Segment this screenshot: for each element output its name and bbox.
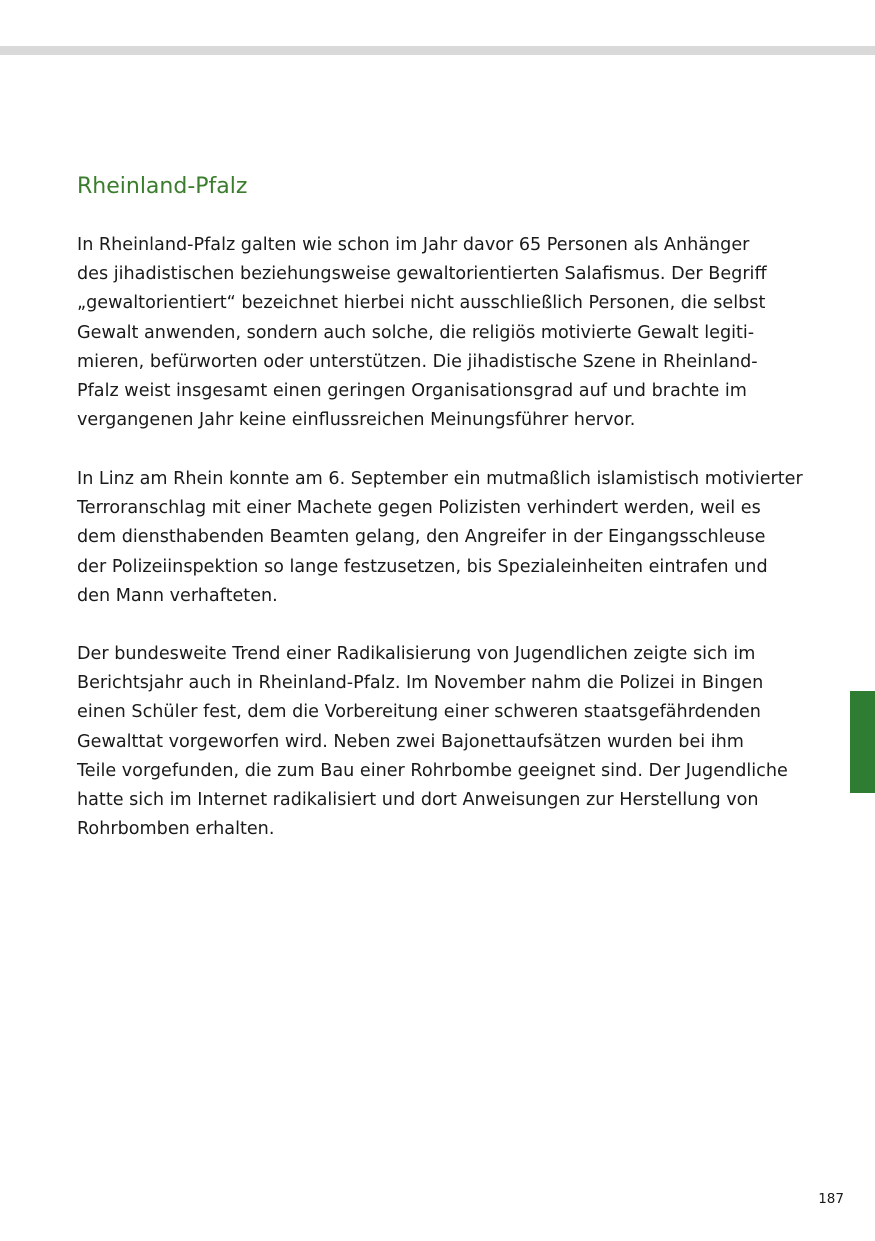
- paragraph-line: vergangenen Jahr keine einflussreichen Meinungsführer hervor.: [77, 410, 636, 431]
- paragraph-line: In Rheinland-Pfalz galten wie schon im Jahr davor 65 Personen als Anhänger: [77, 235, 750, 255]
- paragraph-3: [77, 640, 788, 844]
- paragraph-line: der Polizeiinspektion so lange festzusetzen, bis Spezialeinheiten eintrafen und: [77, 556, 768, 577]
- paragraph-line: dem diensthabenden Beamten gelang, den Angreifer in der Eingangsschleuse: [77, 527, 766, 548]
- paragraph-line: einen Schüler fest, dem die Vorbereitung einer schweren staatsgefährdenden: [77, 702, 761, 723]
- page-number: 187: [818, 1191, 844, 1207]
- chapter-side-tab: [850, 691, 875, 793]
- paragraph-line: Gewalt anwenden, sondern auch solche, die religiös motivierte Gewalt legiti-: [77, 322, 755, 343]
- paragraph-line: hatte sich im Internet radikalisiert und dort Anweisungen zur Herstellung von: [77, 790, 759, 811]
- paragraph-2: [77, 465, 803, 611]
- section-title: Rheinland-Pfalz: [77, 174, 248, 199]
- paragraph-line: Rohrbomben erhalten.: [77, 819, 275, 840]
- paragraph-line: Teile vorgefunden, die zum Bau einer Rohrbombe geeignet sind. Der Jugendliche: [77, 760, 788, 781]
- paragraph-line: des jihadistischen beziehungsweise gewaltorientierten Salafismus. Der Begriff: [77, 264, 767, 285]
- paragraph-line: Gewalttat vorgeworfen wird. Neben zwei Bajonettaufsätzen wurden bei ihm: [77, 731, 744, 752]
- paragraph-line: den Mann verhafteten.: [77, 585, 278, 606]
- paragraph-line: „gewaltorientiert“ bezeichnet hierbei nicht ausschließlich Personen, die selbst: [77, 293, 766, 314]
- paragraph-line: Pfalz weist insgesamt einen geringen Organisationsgrad auf und brachte im: [77, 381, 747, 402]
- top-rule: [0, 46, 875, 55]
- paragraph-line: Berichtsjahr auch in Rheinland-Pfalz. Im November nahm die Polizei in Bingen: [77, 673, 764, 694]
- paragraph-line: In Linz am Rhein konnte am 6. September ein mutmaßlich islamistisch motivierter: [77, 469, 803, 489]
- paragraph-line: Der bundesweite Trend einer Radikalisierung von Jugendlichen zeigte sich im: [77, 644, 756, 664]
- paragraph-line: mieren, befürworten oder unterstützen. Die jihadistische Szene in Rheinland-: [77, 351, 758, 372]
- paragraph-line: Terroranschlag mit einer Machete gegen Polizisten verhindert werden, weil es: [77, 498, 761, 519]
- paragraph-1: [77, 231, 767, 435]
